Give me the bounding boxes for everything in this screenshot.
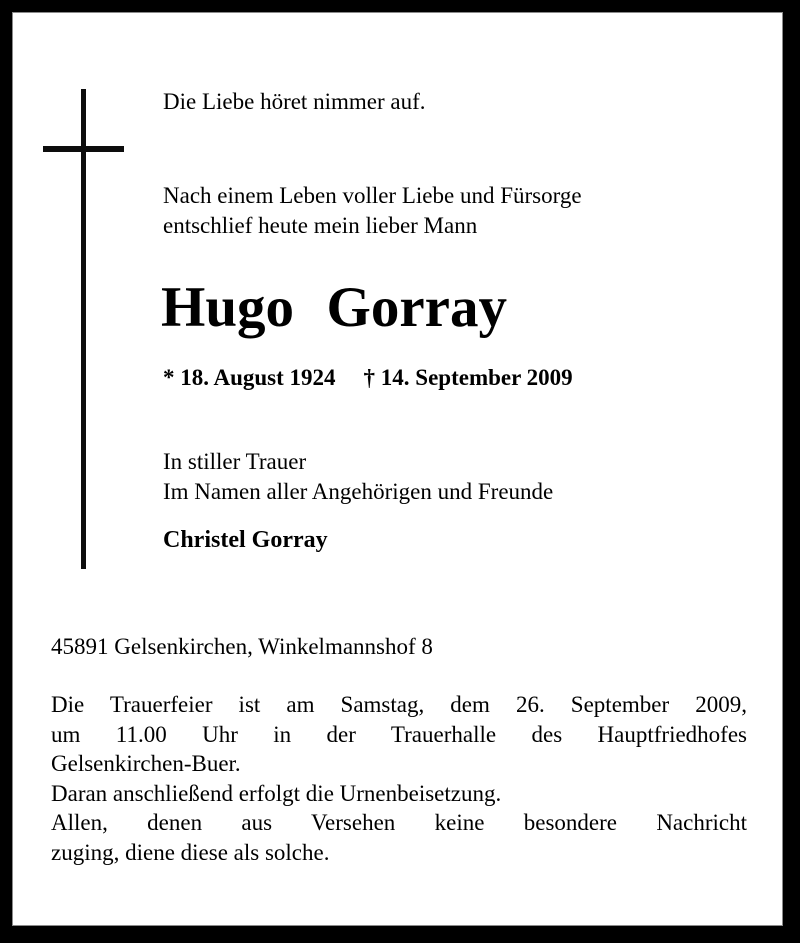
mourning-line-2: Im Namen aller Angehörigen und Freunde — [163, 479, 554, 504]
details-line-6: zuging, diene diese als solche. — [51, 839, 330, 865]
birth-date: * 18. August 1924 — [163, 365, 336, 390]
details-line-4: Daran anschließend erfolgt die Urnenbeisetzung. — [51, 780, 502, 806]
details-line-3: Gelsenkirchen-Buer. — [51, 751, 241, 776]
details-line-2: um 11.00 Uhr in der Trauerhalle des Hauptfriedhofes — [51, 721, 747, 747]
funeral-details — [51, 690, 747, 867]
address-line: 45891 Gelsenkirchen, Winkelmannshof 8 — [51, 634, 433, 659]
opening-quote: Die Liebe höret nimmer auf. — [163, 89, 426, 114]
obituary-page — [12, 12, 783, 926]
death-date: † 14. September 2009 — [363, 365, 573, 390]
details-line-5: Allen, denen aus Versehen keine besondere Nachricht — [51, 810, 747, 835]
mourning-text — [163, 447, 553, 507]
mourning-line-1: In stiller Trauer — [163, 449, 307, 474]
mourner-name: Christel Gorray — [163, 527, 328, 553]
cross-horizontal-bar — [43, 146, 124, 152]
intro-line-1: Nach einem Leben voller Liebe und Fürsorge — [163, 183, 582, 208]
life-dates — [163, 363, 573, 392]
intro-text — [163, 181, 582, 241]
deceased-name: Hugo Gorray — [161, 276, 507, 339]
intro-line-2: entschlief heute mein lieber Mann — [163, 213, 478, 238]
cross-vertical-bar — [81, 89, 86, 569]
details-line-1: Die Trauerfeier ist am Samstag, dem 26. September 2009, — [51, 692, 747, 717]
